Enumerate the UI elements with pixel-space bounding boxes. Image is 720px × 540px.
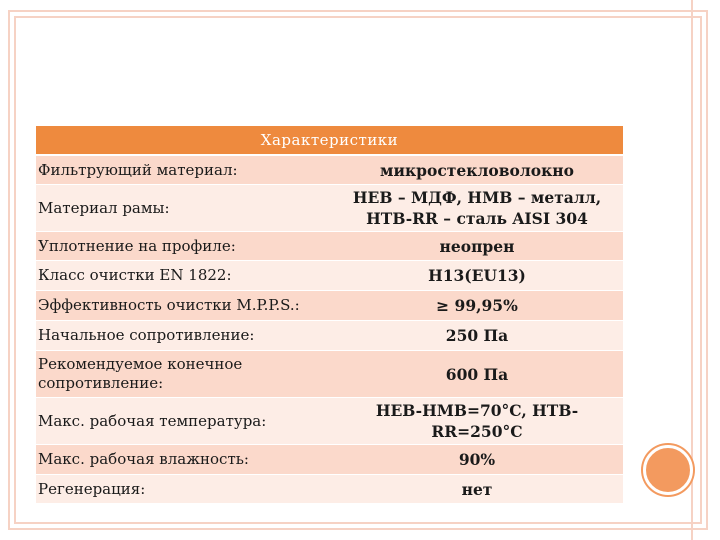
row-value: ≥ 99,95% [436,296,518,315]
table-row [36,320,623,350]
row-label: Рекомендуемое конечное сопротивление: [38,355,243,392]
decorative-circle [643,445,693,495]
row-value: неопрен [439,236,515,256]
table-row [36,231,623,260]
row-label: Макс. рабочая влажность: [38,450,249,468]
row-value: 250 Па [445,326,509,345]
row-label: Регенерация: [38,479,146,498]
table-row [36,444,623,474]
row-value: нет [461,479,493,499]
row-label: Эффективность очистки M.P.P.S.: [38,296,300,314]
table-row [36,397,623,444]
table-header: Характеристики [36,126,623,155]
row-value: 600 Па [445,364,509,384]
row-label: Класс очистки EN 1822: [38,266,232,284]
row-label: Фильтрующий материал: [38,160,238,179]
table-row [36,260,623,290]
table-row [36,474,623,503]
table-row [36,155,623,184]
row-label: Начальное сопротивление: [38,326,255,344]
table-row [36,350,623,397]
row-value: H13(EU13) [428,266,526,285]
row-value: HEB-HMB=70°C, HTB-RR=250°C [375,401,579,441]
table-row [36,290,623,320]
row-label: Уплотнение на профиле: [38,236,236,255]
row-value: 90% [458,450,496,469]
row-value: микростекловолокно [380,160,574,180]
row-value: HEB – МДФ, HMB – металл, HTB-RR – сталь AISI 304 [352,188,602,228]
row-label: Макс. рабочая температура: [38,411,267,430]
slide-side-line [691,0,693,540]
table-row [36,184,623,231]
row-label: Материал рамы: [38,198,170,217]
characteristics-table [36,126,623,503]
